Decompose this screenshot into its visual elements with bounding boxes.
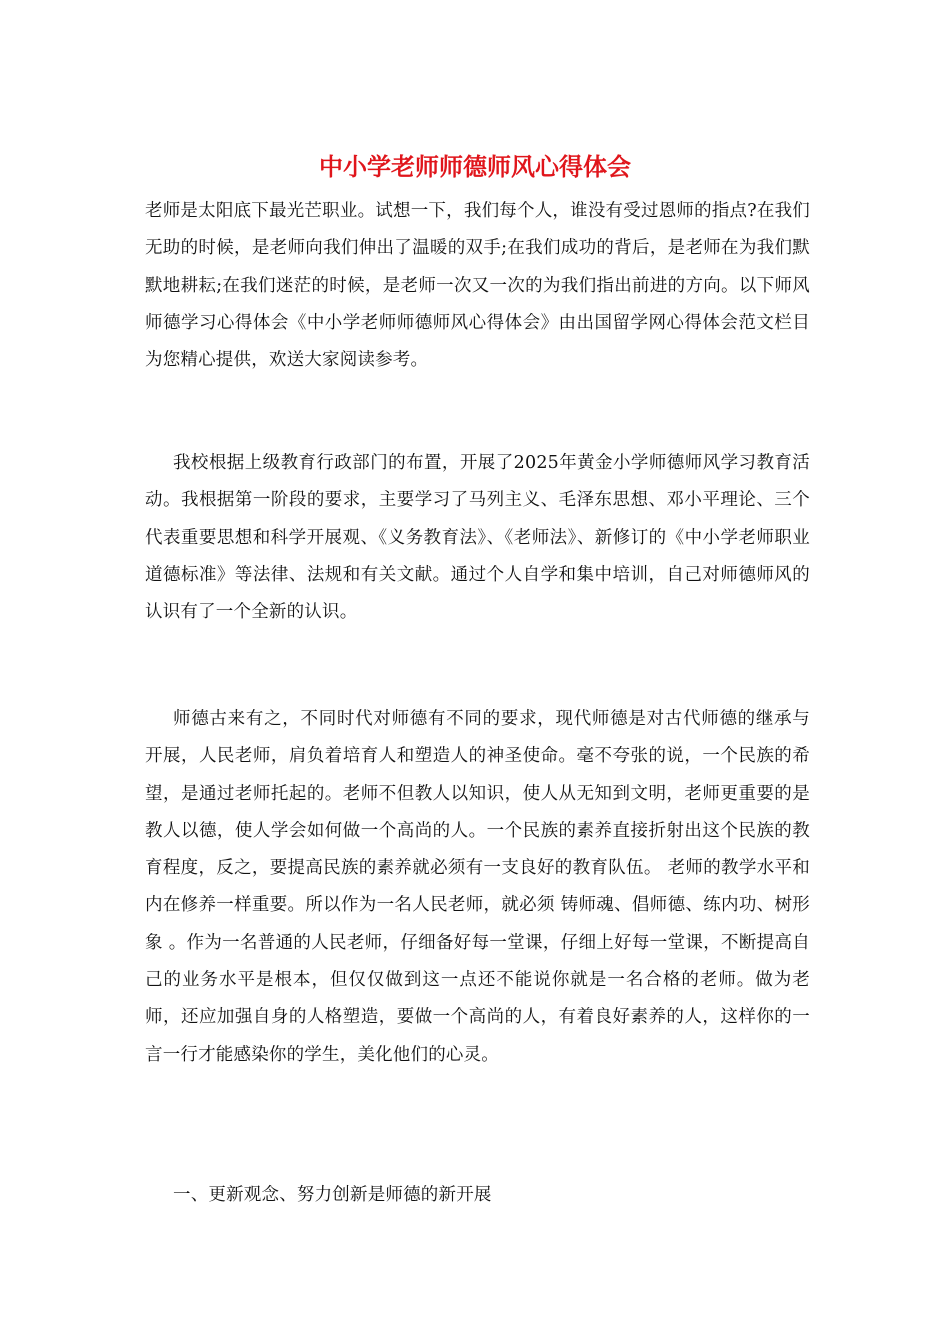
section-heading-1: 一、更新观念、努力创新是师德的新开展 [173, 1185, 492, 1205]
paragraph-teacher-ethics: 师德古来有之，不同时代对师德有不同的要求，现代师德是对古代师德的继承与开展，人民老师，肩负着培育人和塑造人的神圣使命。毫不夸张的说，一个民族的希望，是通过老师托起的。老师不但教人以知识，使人从无知到文明，老师更重要的是教人以德，使人学会如何做一个高尚的人。一个民族的素养直接折射出这个民族的教育程度，反之，要提高民族的素养就必须有一支良好的教育队伍。 老师的教学水平和内在修养一样重要。所以作为一名人民老师，就必须 铸师魂、倡师德、练内功、树形象 。作为一名普通的人民老师，仔细备好每一堂课，仔细上好每一堂课，不断提高自己的业务水平是根本，但仅仅做到这一点还不能说你就是一名合格的老师。做为老师，还应加强自身的人格塑造，要做一个高尚的人，有着良好素养的人，这样你的一言一行才能感染你的学生，美化他们的心灵。 [145, 709, 810, 1065]
document-title: 中小学老师师德师风心得体会 [319, 152, 631, 181]
paragraph-intro: 老师是太阳底下最光芒职业。试想一下，我们每个人，谁没有受过恩师的指点?在我们无助的时候，是老师向我们伸出了温暖的双手;在我们成功的背后，是老师在为我们默默地耕耘;在我们迷茫的时候，是老师一次又一次的为我们指出前进的方向。以下师风师德学习心得体会《中小学老师师德师风心得体会》由出国留学网心得体会范文栏目为您精心提供，欢送大家阅读参考。 [145, 201, 810, 371]
paragraph-study-activity: 我校根据上级教育行政部门的布置，开展了2025年黄金小学师德师风学习教育活动。我根据第一阶段的要求，主要学习了马列主义、毛泽东思想、邓小平理论、三个代表重要思想和科学开展观、《义务教育法》、《老师法》、新修订的《中小学老师职业道德标准》等法律、法规和有关文献。通过个人自学和集中培训，自己对师德师风的认识有了一个全新的认识。 [145, 453, 810, 623]
